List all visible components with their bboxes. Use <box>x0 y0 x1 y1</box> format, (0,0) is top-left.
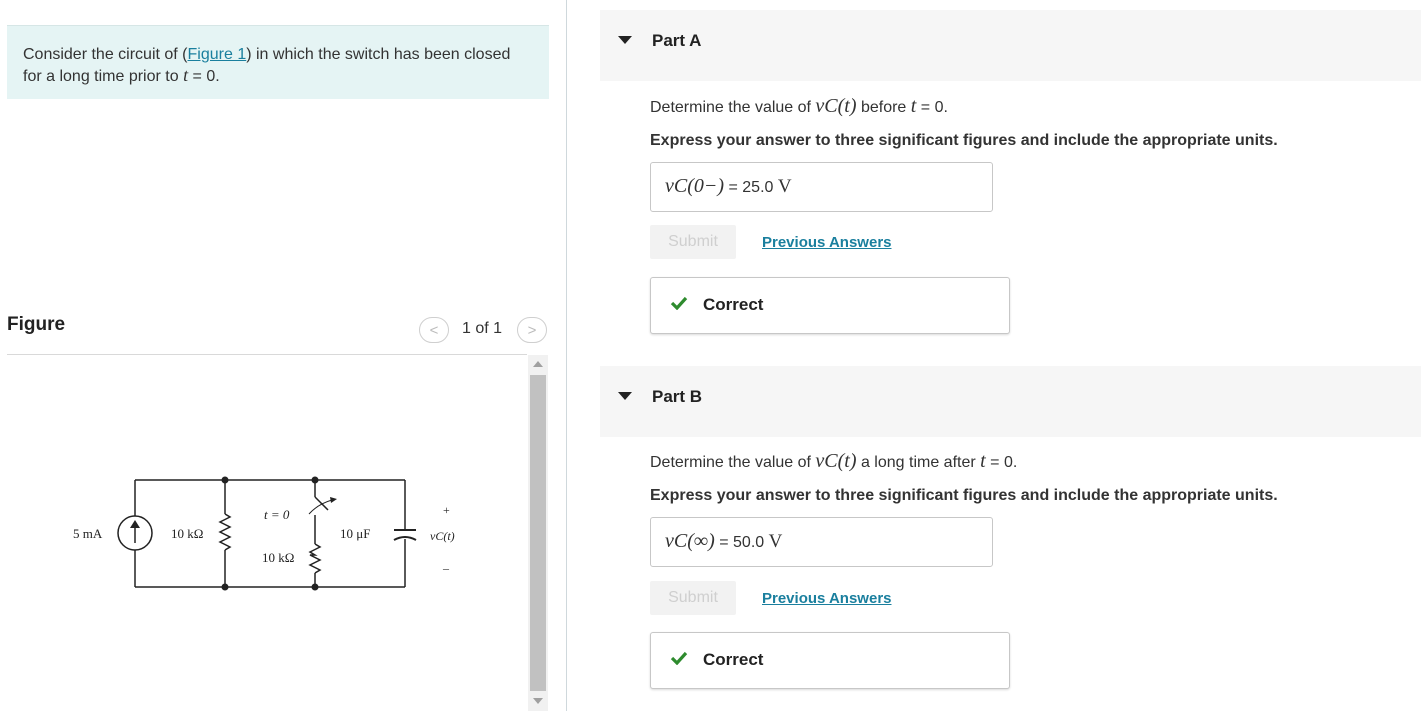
previous-figure-button[interactable]: < <box>419 317 449 343</box>
source-label: 5 mA <box>73 526 103 541</box>
answer-unit: V <box>777 176 792 197</box>
intro-t-variable: t <box>183 65 189 85</box>
question-text: = 0. <box>916 99 948 116</box>
capacitor-label: 10 μF <box>340 526 371 541</box>
feedback-text: Correct <box>703 295 764 314</box>
part-b-header[interactable] <box>600 366 1421 437</box>
collapse-caret-icon[interactable] <box>618 36 632 44</box>
part-a-title: Part A <box>652 31 702 50</box>
part-b-instruction: Express your answer to three significant figures and include the appropriate units. <box>650 487 1278 504</box>
part-a-instruction: Express your answer to three significant figures and include the appropriate units. <box>650 132 1278 149</box>
switch-label: t = 0 <box>264 507 290 522</box>
answer-value: 50.0 <box>733 534 765 551</box>
question-text: = 0. <box>985 454 1018 471</box>
figure-1-link[interactable]: Figure 1 <box>187 46 247 63</box>
answer-unit: V <box>768 531 783 552</box>
switch-arrow-icon <box>330 497 337 503</box>
check-icon <box>670 296 688 310</box>
answer-equals: = <box>714 534 734 551</box>
part-b-submit-button[interactable]: Submit <box>650 581 736 615</box>
answer-equals: = <box>724 179 743 196</box>
part-b-previous-answers-link[interactable]: Previous Answers <box>762 590 892 607</box>
part-a-feedback <box>650 277 1010 334</box>
r2-label: 10 kΩ <box>262 550 295 565</box>
part-a-header[interactable] <box>600 10 1421 81</box>
answer-lhs: vC(∞) <box>665 530 715 552</box>
scroll-down-icon[interactable] <box>533 698 543 704</box>
feedback-text: Correct <box>703 650 764 669</box>
part-a-answer-field[interactable] <box>650 162 993 212</box>
figure-scrollbar[interactable] <box>528 355 548 711</box>
part-a-submit-button[interactable]: Submit <box>650 225 736 259</box>
intro-text <box>23 45 533 87</box>
part-b-feedback <box>650 632 1010 689</box>
question-text: Determine the value of <box>650 454 816 471</box>
collapse-caret-icon[interactable] <box>618 392 632 400</box>
vc-label: vC(t) <box>430 529 455 543</box>
answer-lhs: vC(0−) <box>665 175 725 197</box>
scroll-up-icon[interactable] <box>533 361 543 367</box>
question-t-variable: t <box>980 450 986 472</box>
question-function: vC(t) <box>815 95 857 117</box>
next-figure-button[interactable]: > <box>517 317 547 343</box>
minus-label: – <box>443 561 449 575</box>
panel-divider <box>566 0 567 711</box>
figure-divider <box>7 354 527 355</box>
part-b-answer-field[interactable] <box>650 517 993 567</box>
figure-title: Figure <box>7 314 66 335</box>
question-text: Determine the value of <box>650 99 816 116</box>
check-icon <box>670 651 688 665</box>
question-t-variable: t <box>910 95 917 117</box>
circuit-diagram <box>60 470 480 610</box>
question-function: vC(t) <box>815 450 857 472</box>
problem-intro <box>7 25 549 99</box>
scroll-thumb[interactable] <box>530 375 546 691</box>
question-text: a long time after <box>856 454 981 471</box>
r1-label: 10 kΩ <box>171 526 204 541</box>
part-b-title: Part B <box>652 387 703 406</box>
question-text: before <box>856 99 911 116</box>
part-a-question <box>650 95 948 118</box>
answer-value: 25.0 <box>742 179 774 196</box>
plus-label: + <box>443 503 450 517</box>
part-a-previous-answers-link[interactable]: Previous Answers <box>762 234 892 251</box>
figure-page-indicator: 1 of 1 <box>462 320 503 337</box>
intro-text-part: Consider the circuit of ( <box>23 46 188 63</box>
intro-text-part: = 0. <box>188 68 220 85</box>
part-b-question <box>650 450 1017 473</box>
intro-text-part: ) in which the switch has been closed for a long time prior to <box>23 46 511 85</box>
